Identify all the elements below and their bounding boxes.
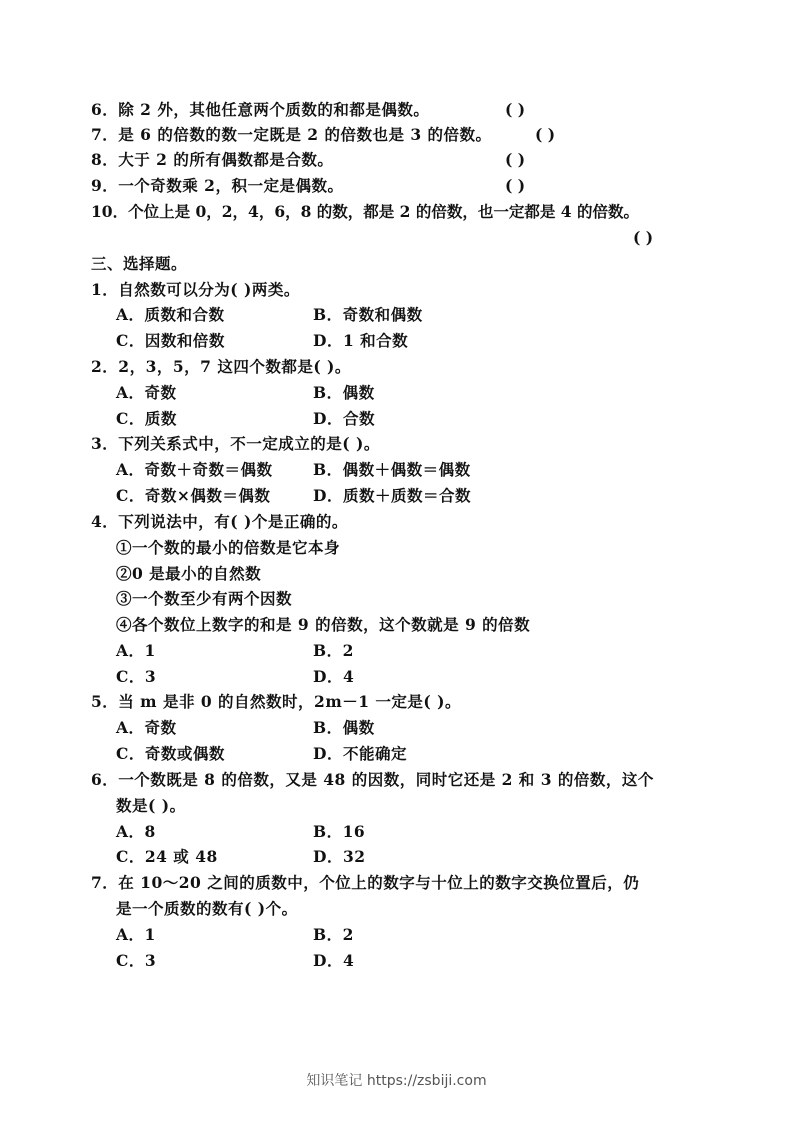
option-a: A．质数和合数	[116, 305, 225, 324]
question-5: 5．当 m 是非 0 的自然数时，2m－1 一定是( )。	[91, 692, 461, 711]
answer-paren: ( )	[633, 228, 654, 247]
option-a: A．奇数	[116, 718, 177, 737]
option-b: B．偶数＋偶数＝偶数	[313, 460, 471, 479]
statement-2: ②0 是最小的自然数	[116, 564, 262, 583]
option-b: B．2	[313, 925, 354, 944]
answer-paren: ( )	[505, 150, 526, 169]
option-c: C．3	[116, 667, 157, 686]
option-a: A．奇数	[116, 383, 177, 402]
option-a: A．1	[116, 641, 156, 660]
question-2: 2．2，3，5，7 这四个数都是( )。	[91, 357, 351, 376]
answer-paren: ( )	[505, 100, 526, 119]
option-d: D．32	[313, 847, 366, 866]
option-c: C．因数和倍数	[116, 331, 225, 350]
question-1: 1．自然数可以分为( )两类。	[91, 280, 300, 299]
footer-watermark: 知识笔记 https://zsbiji.com	[306, 1073, 487, 1089]
option-d: D．4	[313, 667, 355, 686]
judge-item-9: 9．一个奇数乘 2，积一定是偶数。	[91, 176, 344, 195]
option-c: C．24 或 48	[116, 847, 218, 866]
option-d: D．4	[313, 951, 355, 970]
judge-item-6: 6．除 2 外，其他任意两个质数的和都是偶数。	[91, 100, 430, 119]
option-d: D．1 和合数	[313, 331, 409, 350]
option-d: D．不能确定	[313, 744, 407, 763]
judge-item-7: 7．是 6 的倍数的数一定既是 2 的倍数也是 3 的倍数。	[91, 125, 492, 144]
option-c: C．3	[116, 951, 157, 970]
option-c: C．奇数或偶数	[116, 744, 225, 763]
statement-1: ①一个数的最小的倍数是它本身	[116, 538, 341, 557]
option-a: A．8	[116, 822, 156, 841]
judge-item-8: 8．大于 2 的所有偶数都是合数。	[91, 150, 334, 169]
statement-4: ④各个数位上数字的和是 9 的倍数，这个数就是 9 的倍数	[116, 615, 531, 634]
question-6: 6．一个数既是 8 的倍数，又是 48 的因数，同时它还是 2 和 3 的倍数，这个	[91, 770, 654, 789]
option-c: C．奇数×偶数＝偶数	[116, 486, 271, 505]
option-d: D．合数	[313, 409, 375, 428]
option-b: B．偶数	[313, 718, 375, 737]
option-b: B．奇数和偶数	[313, 305, 423, 324]
answer-paren: ( )	[505, 176, 526, 195]
option-b: B．16	[313, 822, 366, 841]
question-3: 3．下列关系式中，不一定成立的是( )。	[91, 434, 380, 453]
option-b: B．2	[313, 641, 354, 660]
option-d: D．质数＋质数＝合数	[313, 486, 471, 505]
answer-paren: ( )	[535, 125, 556, 144]
option-c: C．质数	[116, 409, 177, 428]
section-heading: 三、选择题。	[91, 254, 188, 273]
option-a: A．奇数＋奇数＝偶数	[116, 460, 273, 479]
option-b: B．偶数	[313, 383, 375, 402]
question-6-cont: 数是( )。	[116, 796, 186, 815]
judge-item-10: 10．个位上是 0，2，4，6，8 的数，都是 2 的倍数，也一定都是 4 的倍数。	[91, 202, 639, 221]
question-7: 7．在 10～20 之间的质数中，个位上的数字与十位上的数字交换位置后，仍	[91, 873, 640, 892]
option-a: A．1	[116, 925, 156, 944]
statement-3: ③一个数至少有两个因数	[116, 589, 293, 608]
question-7-cont: 是一个质数的数有( )个。	[116, 899, 298, 918]
question-4: 4．下列说法中，有( )个是正确的。	[91, 512, 348, 531]
